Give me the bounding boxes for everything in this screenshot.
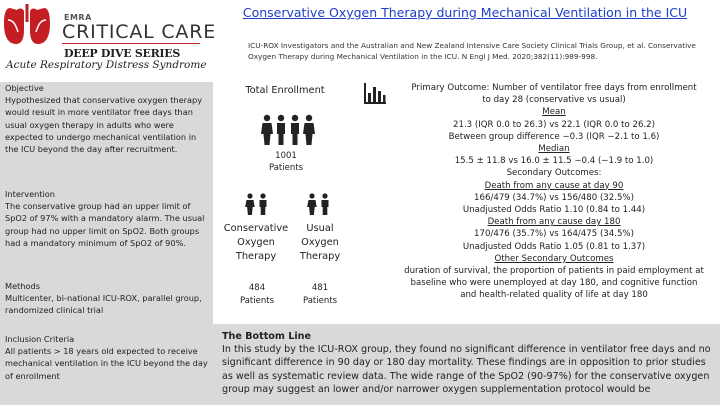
outcome-line: Median — [538, 144, 570, 155]
outcome-line: to day 28 (conservative vs usual) — [482, 95, 626, 106]
conservative-unit: Patients — [239, 296, 275, 306]
outcome-line: baseline who were unemployed at day 180, and cognitive function — [410, 278, 698, 289]
outcome-line: 15.5 ± 11.8 vs 16.0 ± 11.5 −0.4 (−1.9 to 1.0) — [454, 156, 654, 167]
outcome-line: 166/479 (34.7%) vs 156/480 (32.5%) — [474, 192, 634, 203]
topic-label: Acute Respiratory Distress Syndrome — [6, 59, 207, 71]
intervention-text: The conservative group had an upper limit of SpO2 of 97% with a mandatory alarm. The usual group had no upper limit on SpO2. Both groups had a mandatory minimum of SpO2 of 90%. — [5, 201, 205, 248]
methods-section — [5, 280, 210, 317]
bottom-line-text: In this study by the ICU-ROX group, they found no significant difference in ventilator free days and no significant difference in 90 day or 180 day mortality. These findings are in opposition to prior studies as well as systematic review data. The wide range of the SpO2 (90-97%) for the conservative oxygen group may suggest an lower and/or narrower oxygen supplementation protocol would be — [222, 344, 711, 395]
inclusion-heading: Inclusion Criteria — [5, 334, 75, 344]
outcome-line: Other Secondary Outcomes — [494, 253, 614, 264]
usual-unit: Patients — [302, 296, 338, 306]
people-pair-icon — [306, 193, 332, 215]
outcome-line: Death from any cause day 180 — [487, 217, 621, 228]
objective-heading: Objective — [5, 83, 44, 93]
lung-logo-icon — [2, 2, 52, 49]
usual-count: 481 — [311, 283, 329, 293]
outcome-line: and health-related quality of life at day 180 — [460, 290, 648, 301]
intervention-section — [5, 188, 210, 249]
outcome-line: 170/476 (35.7%) vs 164/475 (34.5%) — [474, 229, 634, 240]
brand-title: CRITICAL CARE — [62, 21, 217, 43]
outcome-line: Secondary Outcomes: — [506, 168, 602, 179]
brand-divider — [62, 43, 200, 44]
outcome-line: Mean — [542, 107, 566, 118]
usual-group-label: Usual Oxygen Therapy — [299, 223, 341, 262]
enrollment-count: 1001 — [275, 151, 297, 161]
conservative-count: 484 — [248, 283, 266, 293]
outcome-line: Primary Outcome: Number of ventilator free days from enrollment — [411, 83, 697, 93]
outcome-line: Unadjusted Odds Ratio 1.10 (0.84 to 1.44) — [462, 205, 646, 216]
methods-heading: Methods — [5, 281, 40, 291]
bottom-line-heading: The Bottom Line — [222, 331, 311, 342]
outcome-line: 21.3 (IQR 0.0 to 26.3) vs 22.1 (IQR 0.0 to 26.2) — [453, 119, 655, 130]
emra-label: EMRA — [64, 13, 92, 22]
bar-chart-icon — [363, 81, 387, 105]
objective-text: Hypothesized that conservative oxygen therapy would result in more ventilator free days than usual oxygen therapy in adults who were expected to undergo mechanical ventilation in the ICU beyond the day after recruitment. — [5, 95, 203, 155]
objective-section — [5, 82, 210, 155]
total-enrollment-label: Total Enrollment — [245, 85, 325, 96]
bottom-line-section — [222, 330, 718, 396]
outcome-line: Unadjusted Odds Ratio 1.05 (0.81 to 1.37) — [462, 241, 646, 252]
outcome-line: Between group difference −0.3 (IQR −2.1 to 1.6) — [448, 131, 660, 142]
citation: ICU-ROX Investigators and the Australian and New Zealand Intensive Care Society Clinical Trials Group, et al. Conservative Oxygen Therapy during Mechanical Ventilation in the ICU. N Engl J Med. 2020;382(11):989-998. — [248, 41, 696, 61]
enrollment-unit: Patients — [268, 163, 304, 173]
people-group-icon — [258, 114, 318, 146]
conservative-group-label: Conservative Oxygen Therapy — [223, 223, 289, 262]
outcome-line: Death from any cause at day 90 — [484, 180, 624, 191]
intervention-heading: Intervention — [5, 189, 55, 199]
inclusion-section — [5, 333, 210, 382]
series-label: DEEP DIVE SERIES — [64, 47, 180, 60]
outcomes-section — [390, 82, 718, 302]
people-pair-icon — [244, 193, 270, 215]
methods-text: Multicenter, bi-national ICU-ROX, parallel group, randomized clinical trial — [5, 293, 202, 316]
page-title[interactable]: Conservative Oxygen Therapy during Mechanical Ventilation in the ICU — [242, 5, 688, 20]
inclusion-text: All patients > 18 years old expected to receive mechanical ventilation in the ICU beyond the day of enrollment — [5, 346, 208, 381]
outcome-line: duration of survival, the proportion of patients in paid employment at — [404, 266, 704, 277]
